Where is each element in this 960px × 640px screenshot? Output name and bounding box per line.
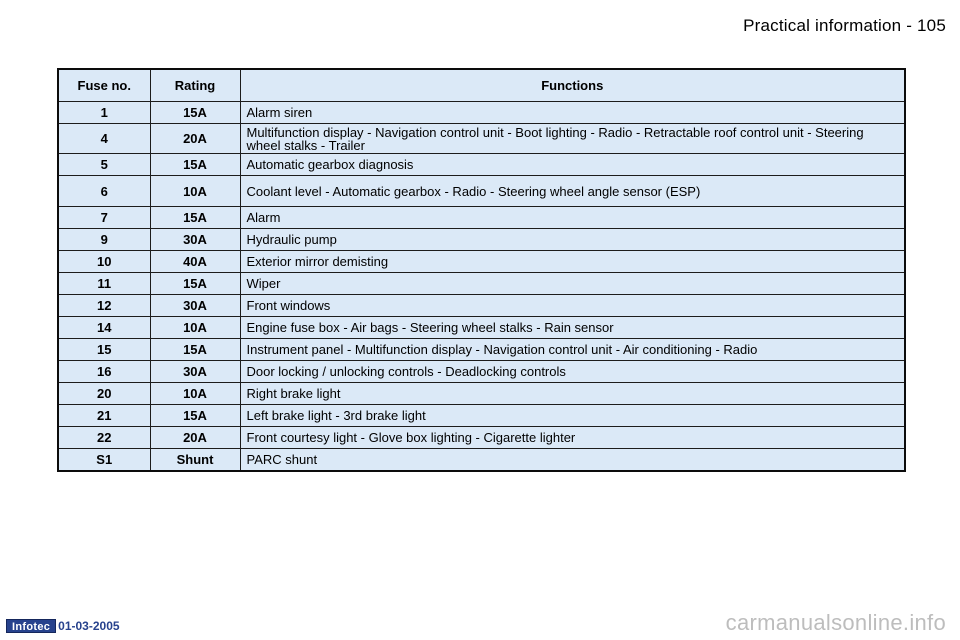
fuse-number-cell: 4 bbox=[58, 124, 150, 154]
functions-cell: Alarm siren bbox=[240, 102, 905, 124]
fuse-number-cell: 21 bbox=[58, 405, 150, 427]
functions-cell: Coolant level - Automatic gearbox - Radio - Steering wheel angle sensor (ESP) bbox=[240, 176, 905, 207]
functions-cell: Automatic gearbox diagnosis bbox=[240, 154, 905, 176]
table-row bbox=[58, 229, 905, 251]
fuse-number-cell: 15 bbox=[58, 339, 150, 361]
functions-cell: Instrument panel - Multifunction display - Navigation control unit - Air conditioning - Radio bbox=[240, 339, 905, 361]
publication-date: 01-03-2005 bbox=[58, 619, 120, 633]
rating-cell: 30A bbox=[150, 295, 240, 317]
functions-cell: Engine fuse box - Air bags - Steering wheel stalks - Rain sensor bbox=[240, 317, 905, 339]
table-row bbox=[58, 251, 905, 273]
rating-cell: 15A bbox=[150, 405, 240, 427]
rating-cell: 15A bbox=[150, 339, 240, 361]
table-row bbox=[58, 176, 905, 207]
rating-cell: 10A bbox=[150, 317, 240, 339]
fuse-number-cell: 20 bbox=[58, 383, 150, 405]
table-row bbox=[58, 154, 905, 176]
page-title: Practical information - 105 bbox=[743, 16, 946, 35]
functions-cell: Front courtesy light - Glove box lighting - Cigarette lighter bbox=[240, 427, 905, 449]
fuse-number-cell: 11 bbox=[58, 273, 150, 295]
table-row bbox=[58, 449, 905, 472]
functions-cell: Door locking / unlocking controls - Deadlocking controls bbox=[240, 361, 905, 383]
watermark: carmanualsonline.info bbox=[725, 610, 946, 635]
functions-cell: Left brake light - 3rd brake light bbox=[240, 405, 905, 427]
rating-cell: 15A bbox=[150, 273, 240, 295]
fuse-number-cell: 7 bbox=[58, 207, 150, 229]
fuse-number-cell: 10 bbox=[58, 251, 150, 273]
functions-cell: Exterior mirror demisting bbox=[240, 251, 905, 273]
fuse-number-cell: 6 bbox=[58, 176, 150, 207]
column-header-fuse-no: Fuse no. bbox=[58, 69, 150, 102]
rating-cell: 30A bbox=[150, 361, 240, 383]
fuse-number-cell: 1 bbox=[58, 102, 150, 124]
rating-cell: 10A bbox=[150, 176, 240, 207]
functions-cell: Wiper bbox=[240, 273, 905, 295]
column-header-functions: Functions bbox=[240, 69, 905, 102]
table-row bbox=[58, 124, 905, 154]
rating-cell: 30A bbox=[150, 229, 240, 251]
rating-cell: 15A bbox=[150, 102, 240, 124]
table-row bbox=[58, 207, 905, 229]
column-header-rating: Rating bbox=[150, 69, 240, 102]
functions-cell: Hydraulic pump bbox=[240, 229, 905, 251]
rating-cell: 20A bbox=[150, 427, 240, 449]
table-header-row bbox=[58, 69, 905, 102]
rating-cell: 15A bbox=[150, 207, 240, 229]
fuse-number-cell: 16 bbox=[58, 361, 150, 383]
rating-cell: 40A bbox=[150, 251, 240, 273]
rating-cell: Shunt bbox=[150, 449, 240, 472]
table-row bbox=[58, 427, 905, 449]
functions-cell: Right brake light bbox=[240, 383, 905, 405]
infotec-logo: Infotec bbox=[6, 619, 56, 633]
functions-cell: Front windows bbox=[240, 295, 905, 317]
table-row bbox=[58, 405, 905, 427]
table-row bbox=[58, 317, 905, 339]
rating-cell: 20A bbox=[150, 124, 240, 154]
fuse-number-cell: 5 bbox=[58, 154, 150, 176]
table-row bbox=[58, 295, 905, 317]
fuse-number-cell: 9 bbox=[58, 229, 150, 251]
fuse-number-cell: S1 bbox=[58, 449, 150, 472]
table-row bbox=[58, 361, 905, 383]
functions-cell: PARC shunt bbox=[240, 449, 905, 472]
functions-cell: Multifunction display - Navigation control unit - Boot lighting - Radio - Retractable roof control unit - Steering wheel stalks - Trailer bbox=[240, 124, 905, 154]
table-row bbox=[58, 383, 905, 405]
fuse-table bbox=[57, 68, 906, 472]
rating-cell: 10A bbox=[150, 383, 240, 405]
fuse-number-cell: 22 bbox=[58, 427, 150, 449]
footer-brand bbox=[6, 619, 120, 633]
fuse-number-cell: 14 bbox=[58, 317, 150, 339]
functions-cell: Alarm bbox=[240, 207, 905, 229]
fuse-number-cell: 12 bbox=[58, 295, 150, 317]
rating-cell: 15A bbox=[150, 154, 240, 176]
table-row bbox=[58, 102, 905, 124]
table-row bbox=[58, 273, 905, 295]
table-row bbox=[58, 339, 905, 361]
